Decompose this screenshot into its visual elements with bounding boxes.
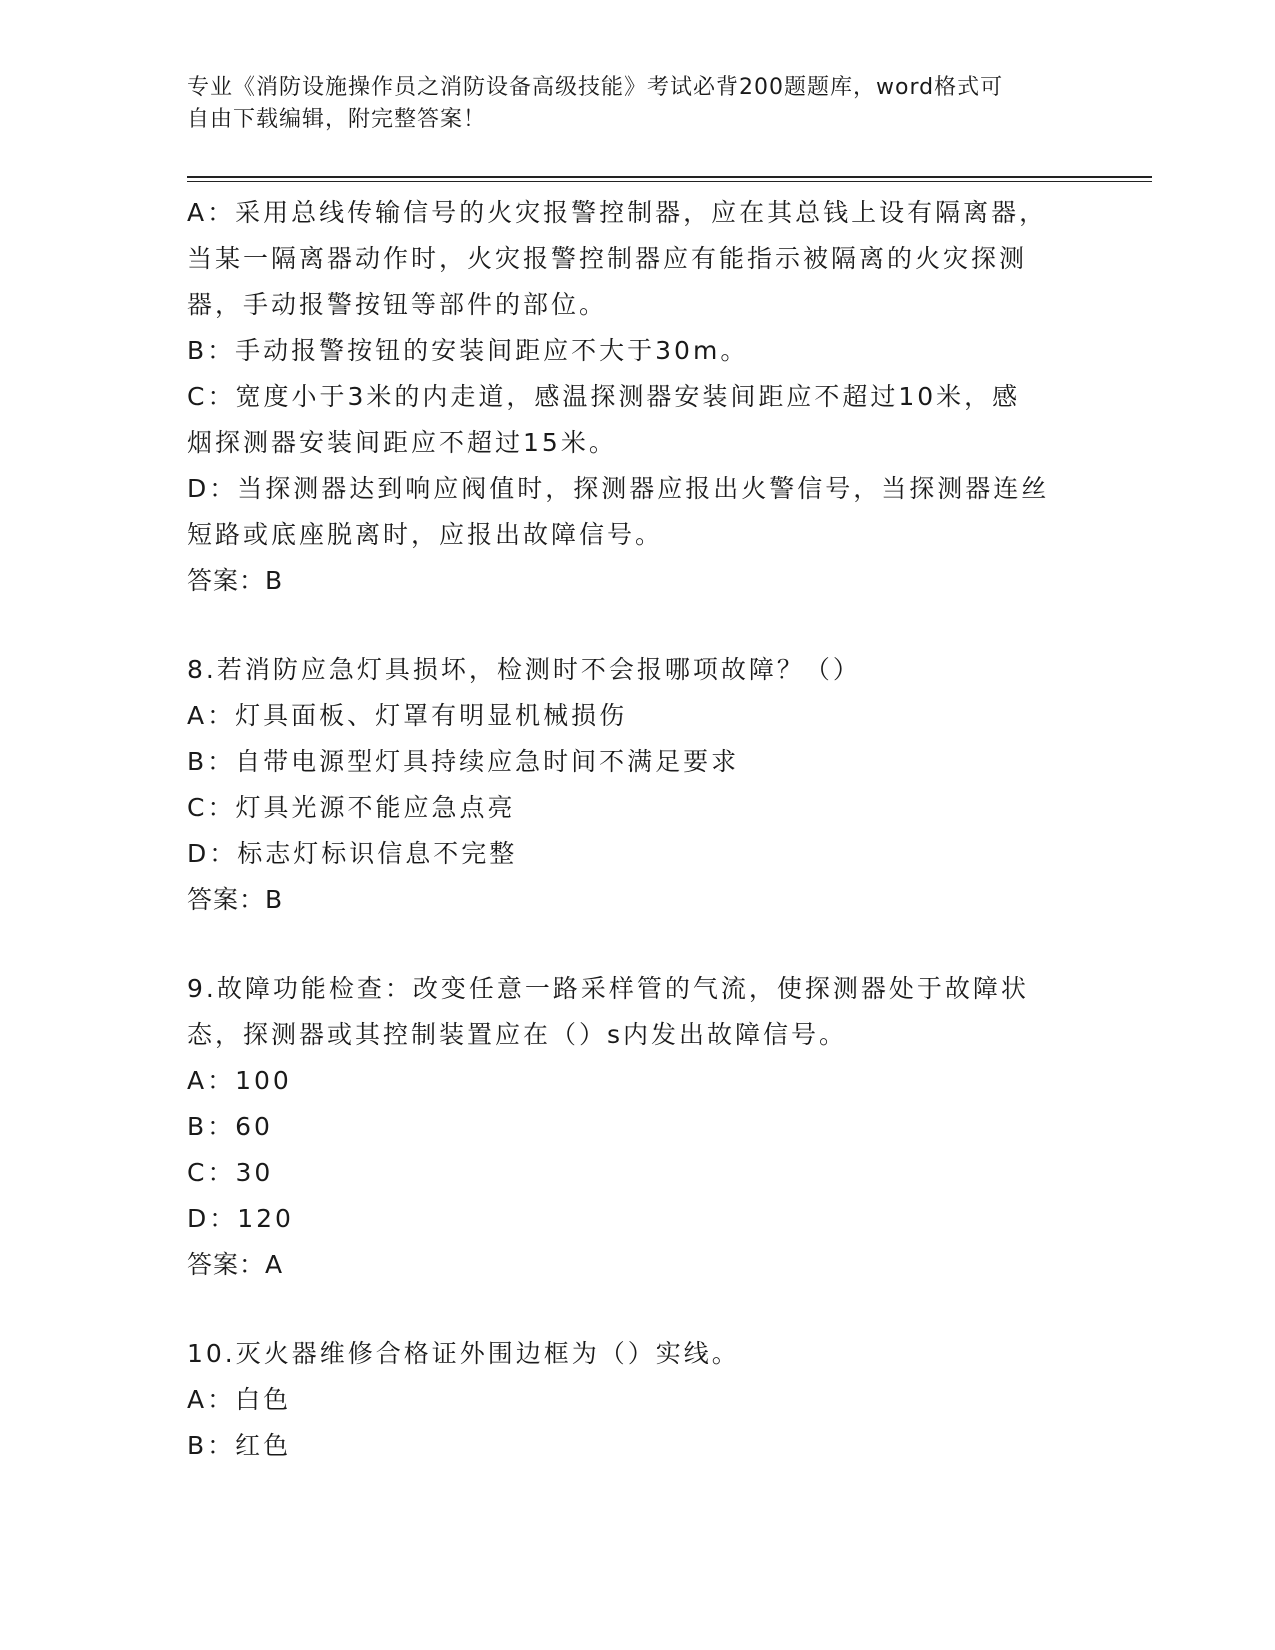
question-8-block (187, 647, 1087, 923)
q7-option-a-line-1: A：采用总线传输信号的火灾报警控制器，应在其总钱上设有隔离器， (187, 198, 1048, 227)
q7-option-d-line-1: D：当探测器达到响应阀值时，探测器应报出火警信号，当探测器连丝 (187, 474, 1050, 503)
spacer (187, 604, 1087, 647)
q8-question: 8.若消防应急灯具损坏，检测时不会报哪项故障？（） (187, 655, 861, 684)
question-7-block (187, 190, 1087, 604)
q8-option-b: B：自带电源型灯具持续应急时间不满足要求 (187, 747, 740, 776)
q9-question-line-2: 态，探测器或其控制装置应在（）s内发出故障信号。 (187, 1020, 848, 1049)
q7-option-c-line-1: C：宽度小于3米的内走道，感温探测器安装间距应不超过10米，感 (187, 382, 1021, 411)
spacer (187, 923, 1087, 966)
q8-option-c: C：灯具光源不能应急点亮 (187, 793, 516, 822)
q9-option-d: D：120 (187, 1204, 294, 1233)
q10-option-b: B：红色 (187, 1431, 292, 1460)
q7-answer: 答案：B (187, 566, 284, 595)
document-header (187, 72, 1067, 136)
q9-option-a: A：100 (187, 1066, 292, 1095)
q7-option-a-line-3: 器，手动报警按钮等部件的部位。 (187, 290, 608, 319)
header-divider-thick (187, 176, 1152, 178)
spacer (187, 1288, 1087, 1331)
q8-option-a: A：灯具面板、灯罩有明显机械损伤 (187, 701, 628, 730)
q8-answer: 答案：B (187, 885, 284, 914)
q10-question: 10.灭火器维修合格证外围边框为（）实线。 (187, 1339, 740, 1368)
q7-option-a-line-2: 当某一隔离器动作时，火灾报警控制器应有能指示被隔离的火灾探测 (187, 244, 1028, 273)
q7-option-d-line-2: 短路或底座脱离时，应报出故障信号。 (187, 520, 664, 549)
q10-option-a: A：白色 (187, 1385, 292, 1414)
header-line-2: 自由下载编辑，附完整答案！ (187, 107, 487, 132)
q7-option-c-line-2: 烟探测器安装间距应不超过15米。 (187, 428, 617, 457)
q8-option-d: D：标志灯标识信息不完整 (187, 839, 518, 868)
q9-answer: 答案：A (187, 1250, 284, 1279)
question-list (187, 190, 1087, 1469)
header-divider-thin (187, 181, 1152, 182)
q9-option-b: B：60 (187, 1112, 273, 1141)
question-10-block (187, 1331, 1087, 1469)
question-9-block (187, 966, 1087, 1288)
q7-option-b: B：手动报警按钮的安装间距应不大于30m。 (187, 336, 749, 365)
header-line-1: 专业《消防设施操作员之消防设备高级技能》考试必背200题题库，word格式可 (187, 75, 1004, 100)
q9-option-c: C：30 (187, 1158, 274, 1187)
q9-question-line-1: 9.故障功能检查：改变任意一路采样管的气流，使探测器处于故障状 (187, 974, 1029, 1003)
